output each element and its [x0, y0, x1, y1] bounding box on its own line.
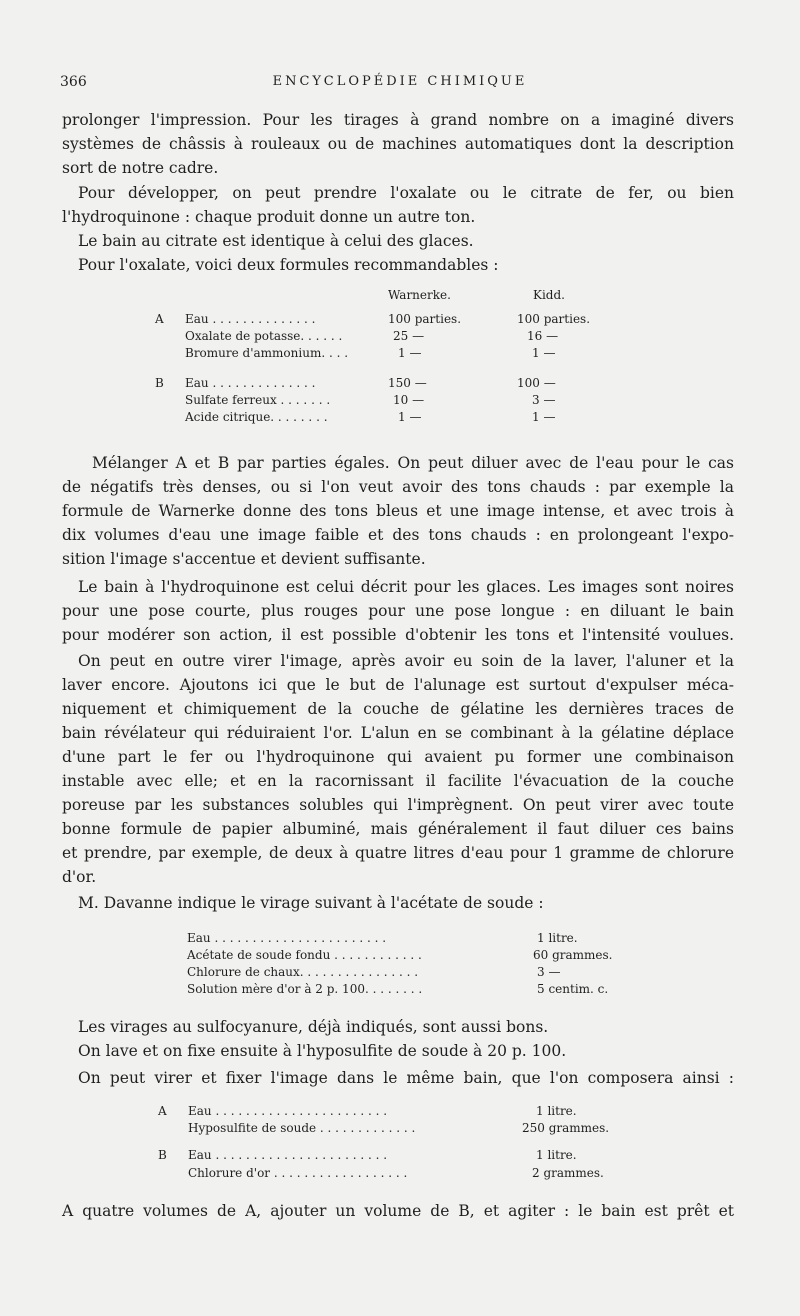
- value-kidd: 1 —: [532, 410, 556, 424]
- text-line: Pour l'oxalate, voici deux formules recommandables :: [78, 256, 499, 274]
- ingredient-name: Acétate de soude fondu . . . . . . . . . . . .: [187, 948, 422, 962]
- quantity: 60 grammes.: [533, 948, 613, 962]
- text-line: Pour développer, on peut prendre l'oxalate ou le citrate de fer, ou bien: [78, 184, 734, 202]
- text-line: bain révélateur qui réduiraient l'or. L'alun en se combinant à la gélatine déplace: [62, 724, 734, 742]
- ingredient-name: Eau . . . . . . . . . . . . . . . . . . . . . . .: [187, 931, 387, 945]
- text-line: d'une part le fer ou l'hydroquinone qui avaient pu former une combinaison: [62, 748, 734, 766]
- paragraph: [62, 575, 734, 647]
- quantity: 250 grammes.: [522, 1121, 610, 1135]
- value-warnerke: 1 —: [398, 346, 422, 360]
- text-line: sort de notre cadre.: [62, 159, 219, 177]
- ingredient-name: Acide citrique. . . . . . . .: [185, 410, 328, 424]
- column-header-warnerke: Warnerke.: [388, 288, 451, 302]
- text-line: Les virages au sulfocyanure, déjà indiqués, sont aussi bons.: [78, 1018, 549, 1036]
- text-line: Le bain à l'hydroquinone est celui décrit pour les glaces. Les images sont noires: [78, 578, 734, 596]
- quantity: 2 grammes.: [532, 1166, 604, 1180]
- paragraph: [62, 181, 734, 229]
- formula-table-acetate: [187, 931, 627, 1006]
- quantity: 3 —: [537, 965, 561, 979]
- text-line: niquement et chimiquement de la couche de gélatine les dernières traces de: [62, 700, 734, 718]
- value-kidd: 100 parties.: [517, 312, 591, 326]
- value-warnerke: 1 —: [398, 410, 422, 424]
- paragraph: [62, 1039, 734, 1063]
- text-line: instable avec elle; et en la racornissant il facilite l'évacuation de la couche: [62, 772, 734, 790]
- text-line: formule de Warnerke donne des tons bleus et une image intense, et avec trois à: [62, 502, 734, 520]
- ingredient-name: Hyposulfite de soude . . . . . . . . . . . . .: [188, 1121, 416, 1135]
- paragraph: [62, 451, 734, 571]
- text-line: laver encore. Ajoutons ici que le but de l'alunage est surtout d'expulser méca-: [62, 676, 734, 694]
- text-line: l'hydroquinone : chaque produit donne un autre ton.: [62, 208, 476, 226]
- paragraph: [62, 108, 734, 180]
- ingredient-name: Eau . . . . . . . . . . . . . . . . . . . . . . .: [188, 1104, 388, 1118]
- paragraph: [62, 1199, 734, 1223]
- ingredient-name: Solution mère d'or à 2 p. 100. . . . . . . .: [187, 982, 423, 996]
- quantity: 5 centim. c.: [537, 982, 609, 996]
- text-line: Le bain au citrate est identique à celui des glaces.: [78, 232, 474, 250]
- value-warnerke: 150 —: [388, 376, 427, 390]
- text-line: systèmes de châssis à rouleaux ou de machines automatiques dont la description: [62, 135, 734, 153]
- text-line: A quatre volumes de A, ajouter un volume de B, et agiter : le bain est prêt et: [62, 1202, 734, 1220]
- text-line: M. Davanne indique le virage suivant à l'acétate de soude :: [78, 894, 544, 912]
- quantity: 1 litre.: [537, 931, 578, 945]
- quantity: 1 litre.: [536, 1148, 577, 1162]
- text-line: sition l'image s'accentue et devient suffisante.: [62, 550, 426, 568]
- text-line: dix volumes d'eau une image faible et des tons chauds : en prolongeant l'expo-: [62, 526, 734, 544]
- value-warnerke: 10 —: [393, 393, 425, 407]
- text-line: de négatifs très denses, ou si l'on veut avoir des tons chauds : par exemple la: [62, 478, 734, 496]
- paragraph: [62, 229, 734, 253]
- text-line: et prendre, par exemple, de deux à quatre litres d'eau pour 1 gramme de chlorure: [62, 844, 734, 862]
- text-line: On peut virer et fixer l'image dans le même bain, que l'on composera ainsi :: [78, 1069, 734, 1087]
- paragraph: [62, 649, 734, 889]
- ingredient-name: Chlorure d'or . . . . . . . . . . . . . . . . . .: [188, 1166, 408, 1180]
- value-warnerke: 25 —: [393, 329, 425, 343]
- ingredient-name: Bromure d'ammonium. . . .: [185, 346, 349, 360]
- running-title: ENCYCLOPÉDIE CHIMIQUE: [272, 74, 528, 89]
- value-kidd: 100 —: [517, 376, 556, 390]
- formula-table-oxalate: [155, 288, 615, 433]
- text-line: prolonger l'impression. Pour les tirages à grand nombre on a imaginé divers: [62, 111, 734, 129]
- column-header-kidd: Kidd.: [533, 288, 565, 302]
- ingredient-name: Sulfate ferreux . . . . . . .: [185, 393, 331, 407]
- ingredient-name: Oxalate de potasse. . . . . .: [185, 329, 343, 343]
- paragraph: [62, 253, 734, 277]
- text-line: pour une pose courte, plus rouges pour une pose longue : en diluant le bain: [62, 602, 734, 620]
- ingredient-name: Eau . . . . . . . . . . . . . . . . . . . . . . .: [188, 1148, 388, 1162]
- row-label: B: [155, 376, 164, 390]
- row-label: A: [155, 312, 164, 326]
- text-line: poreuse par les substances solubles qui l'imprègnent. On peut virer avec toute: [62, 796, 734, 814]
- text-line: d'or.: [62, 868, 97, 886]
- row-label: A: [158, 1104, 167, 1118]
- value-kidd: 1 —: [532, 346, 556, 360]
- paragraph: [62, 1015, 734, 1039]
- ingredient-name: Eau . . . . . . . . . . . . . .: [185, 376, 316, 390]
- quantity: 1 litre.: [536, 1104, 577, 1118]
- paragraph: [62, 891, 734, 915]
- ingredient-name: Eau . . . . . . . . . . . . . .: [185, 312, 316, 326]
- text-line: On lave et on fixe ensuite à l'hyposulfite de soude à 20 p. 100.: [78, 1042, 567, 1060]
- paragraph: [62, 1066, 734, 1090]
- page-header: [60, 74, 740, 94]
- row-label: B: [158, 1148, 167, 1162]
- text-line: bonne formule de papier albuminé, mais généralement il faut diluer ces bains: [62, 820, 734, 838]
- ingredient-name: Chlorure de chaux. . . . . . . . . . . . . . . .: [187, 965, 419, 979]
- value-warnerke: 100 parties.: [388, 312, 462, 326]
- value-kidd: 3 —: [532, 393, 556, 407]
- text-line: Mélanger A et B par parties égales. On peut diluer avec de l'eau pour le cas: [92, 454, 734, 472]
- text-line: On peut en outre virer l'image, après avoir eu soin de la laver, l'aluner et la: [78, 652, 734, 670]
- text-line: pour modérer son action, il est possible d'obtenir les tons et l'intensité voulues.: [62, 626, 734, 644]
- value-kidd: 16 —: [527, 329, 559, 343]
- page-number: 366: [60, 74, 87, 90]
- formula-table-hyposulfite: [158, 1104, 628, 1184]
